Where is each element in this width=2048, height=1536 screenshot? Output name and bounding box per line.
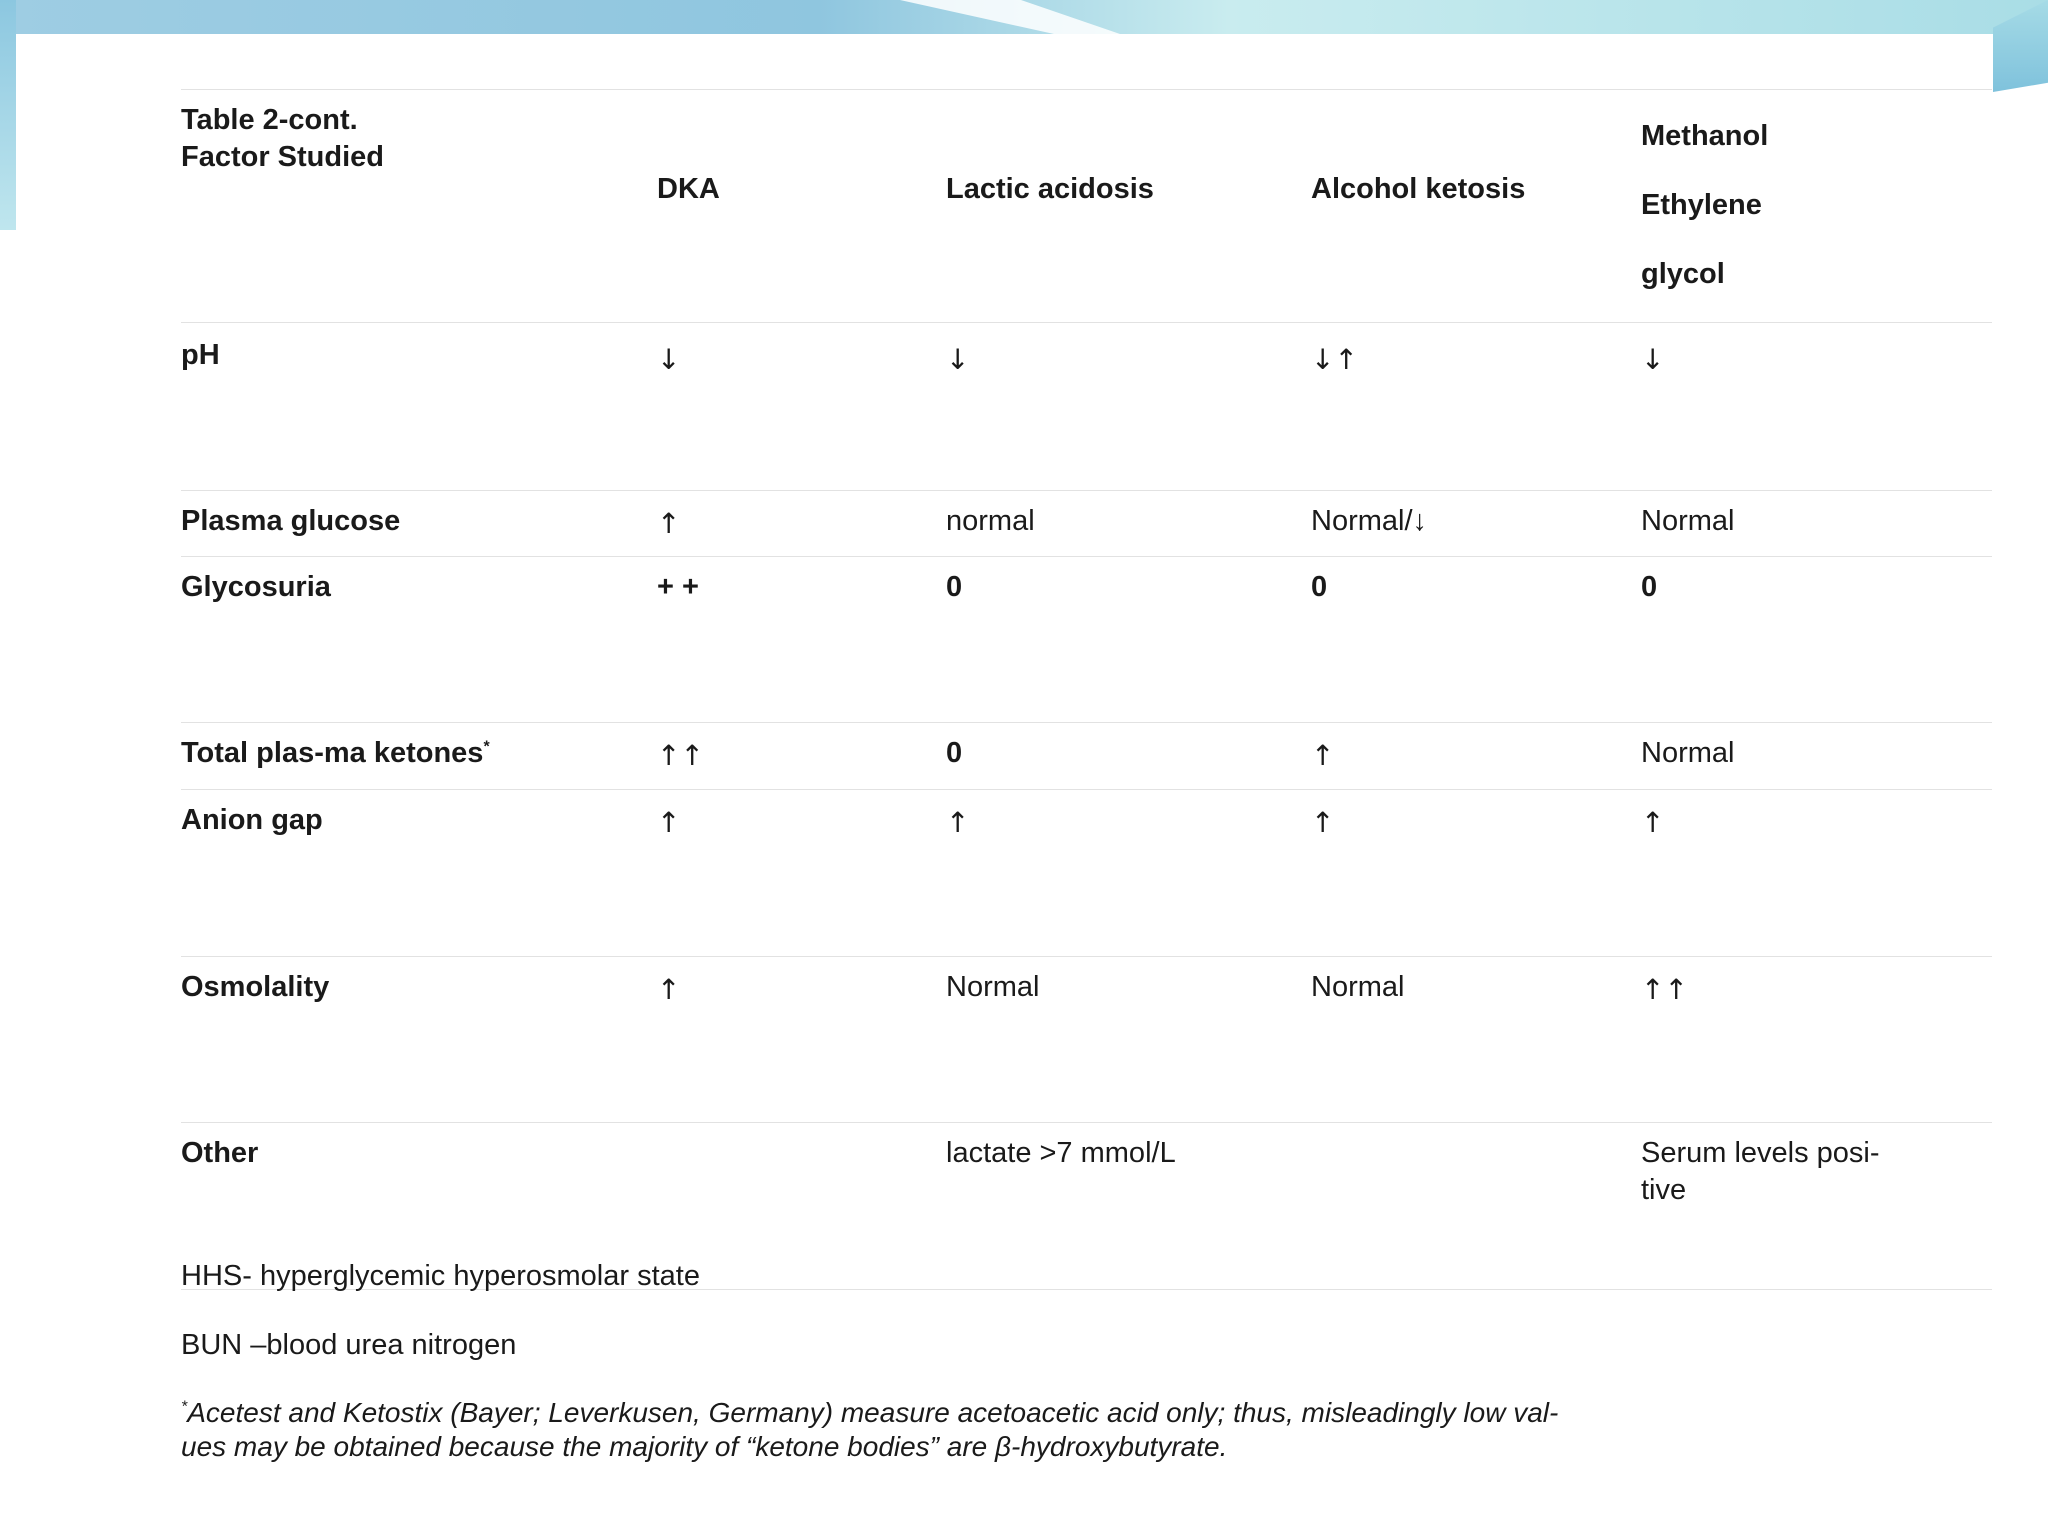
factor-cell: Osmolality [181,971,330,1003]
methanol-cell: Normal [1641,737,1735,769]
table-row [181,722,1992,789]
factor-cell: Glycosuria [181,571,331,603]
factor-cell [181,735,651,772]
table-row [181,490,1992,556]
lactic-cell: Normal [946,971,1040,1003]
footnote [181,1396,1981,1464]
note-bun: BUN –blood urea nitrogen [181,1329,517,1361]
header-methanol-line3: glycol [1641,258,1725,290]
header-alcohol-ketosis: Alcohol ketosis [1311,173,1526,205]
header-methanol-line1: Methanol [1641,120,1769,152]
methanol-cell-line1: Serum levels posi- [1641,1137,1880,1169]
alcohol-cell: ↑ [1311,806,1335,839]
alcohol-cell: Normal/↓ [1311,505,1428,537]
methanol-cell: ↑↑ [1641,973,1688,1006]
table-row [181,789,1992,956]
header-dka: DKA [657,173,720,205]
methanol-cell [1641,1135,1981,1209]
dka-cell: ↓ [657,343,681,376]
factor-cell: Plasma glucose [181,505,401,537]
table-row [181,956,1992,1122]
factor-label: Total plas-ma ketones [181,737,484,769]
dka-cell: ↑ [657,973,681,1006]
comparison-table [181,89,1992,1290]
lactic-cell: 0 [946,571,963,603]
methanol-cell: ↑ [1641,806,1665,839]
alcohol-cell: Normal [1311,971,1405,1003]
slide [16,34,1993,1536]
footnote-text-1: Acetest and Ketostix (Bayer; Leverkusen, Germany) measure acetoacetic acid only; thus, misleadingly low val- [187,1397,1559,1428]
header-methanol [1641,102,1981,309]
left-decoration [0,0,16,230]
factor-cell: Anion gap [181,804,323,836]
header-methanol-line2: Ethylene [1641,189,1762,221]
note-hhs: HHS- hyperglycemic hyperosmolar state [181,1260,700,1292]
dka-cell: ↑ [657,507,681,540]
footnote-marker: * [483,738,490,756]
alcohol-cell: 0 [1311,571,1328,603]
methanol-cell: ↓ [1641,343,1665,376]
factor-cell: Other [181,1137,259,1169]
header-lactic-acidosis: Lactic acidosis [946,173,1154,205]
lactic-cell: normal [946,505,1035,537]
footnote-line2: ues may be obtained because the majority of “ketone bodies” are β-hydroxybutyrate. [181,1431,1228,1462]
methanol-cell: 0 [1641,571,1658,603]
footnote-marker: * [181,1398,188,1416]
table-row [181,556,1992,722]
dka-cell: ↑ [657,806,681,839]
footnote-line1 [181,1396,1981,1430]
methanol-cell: Normal [1641,505,1735,537]
caption-title: Table 2-cont. [181,104,358,136]
table-header-row [181,89,1992,322]
lactic-cell: ↓ [946,343,970,376]
methanol-cell-line2: tive [1641,1174,1687,1206]
dka-cell: ↑↑ [657,739,704,772]
caption-factor-heading: Factor Studied [181,141,385,173]
lactic-cell: ↑ [946,806,970,839]
lactic-cell: lactate >7 mmol/L [946,1137,1176,1169]
lactic-cell: 0 [946,737,963,769]
dka-cell: + + [657,571,699,603]
alcohol-cell: ↓↑ [1311,343,1358,376]
alcohol-cell: ↑ [1311,739,1335,772]
factor-cell: pH [181,339,220,371]
table-row [181,322,1992,490]
table-caption [181,102,651,176]
